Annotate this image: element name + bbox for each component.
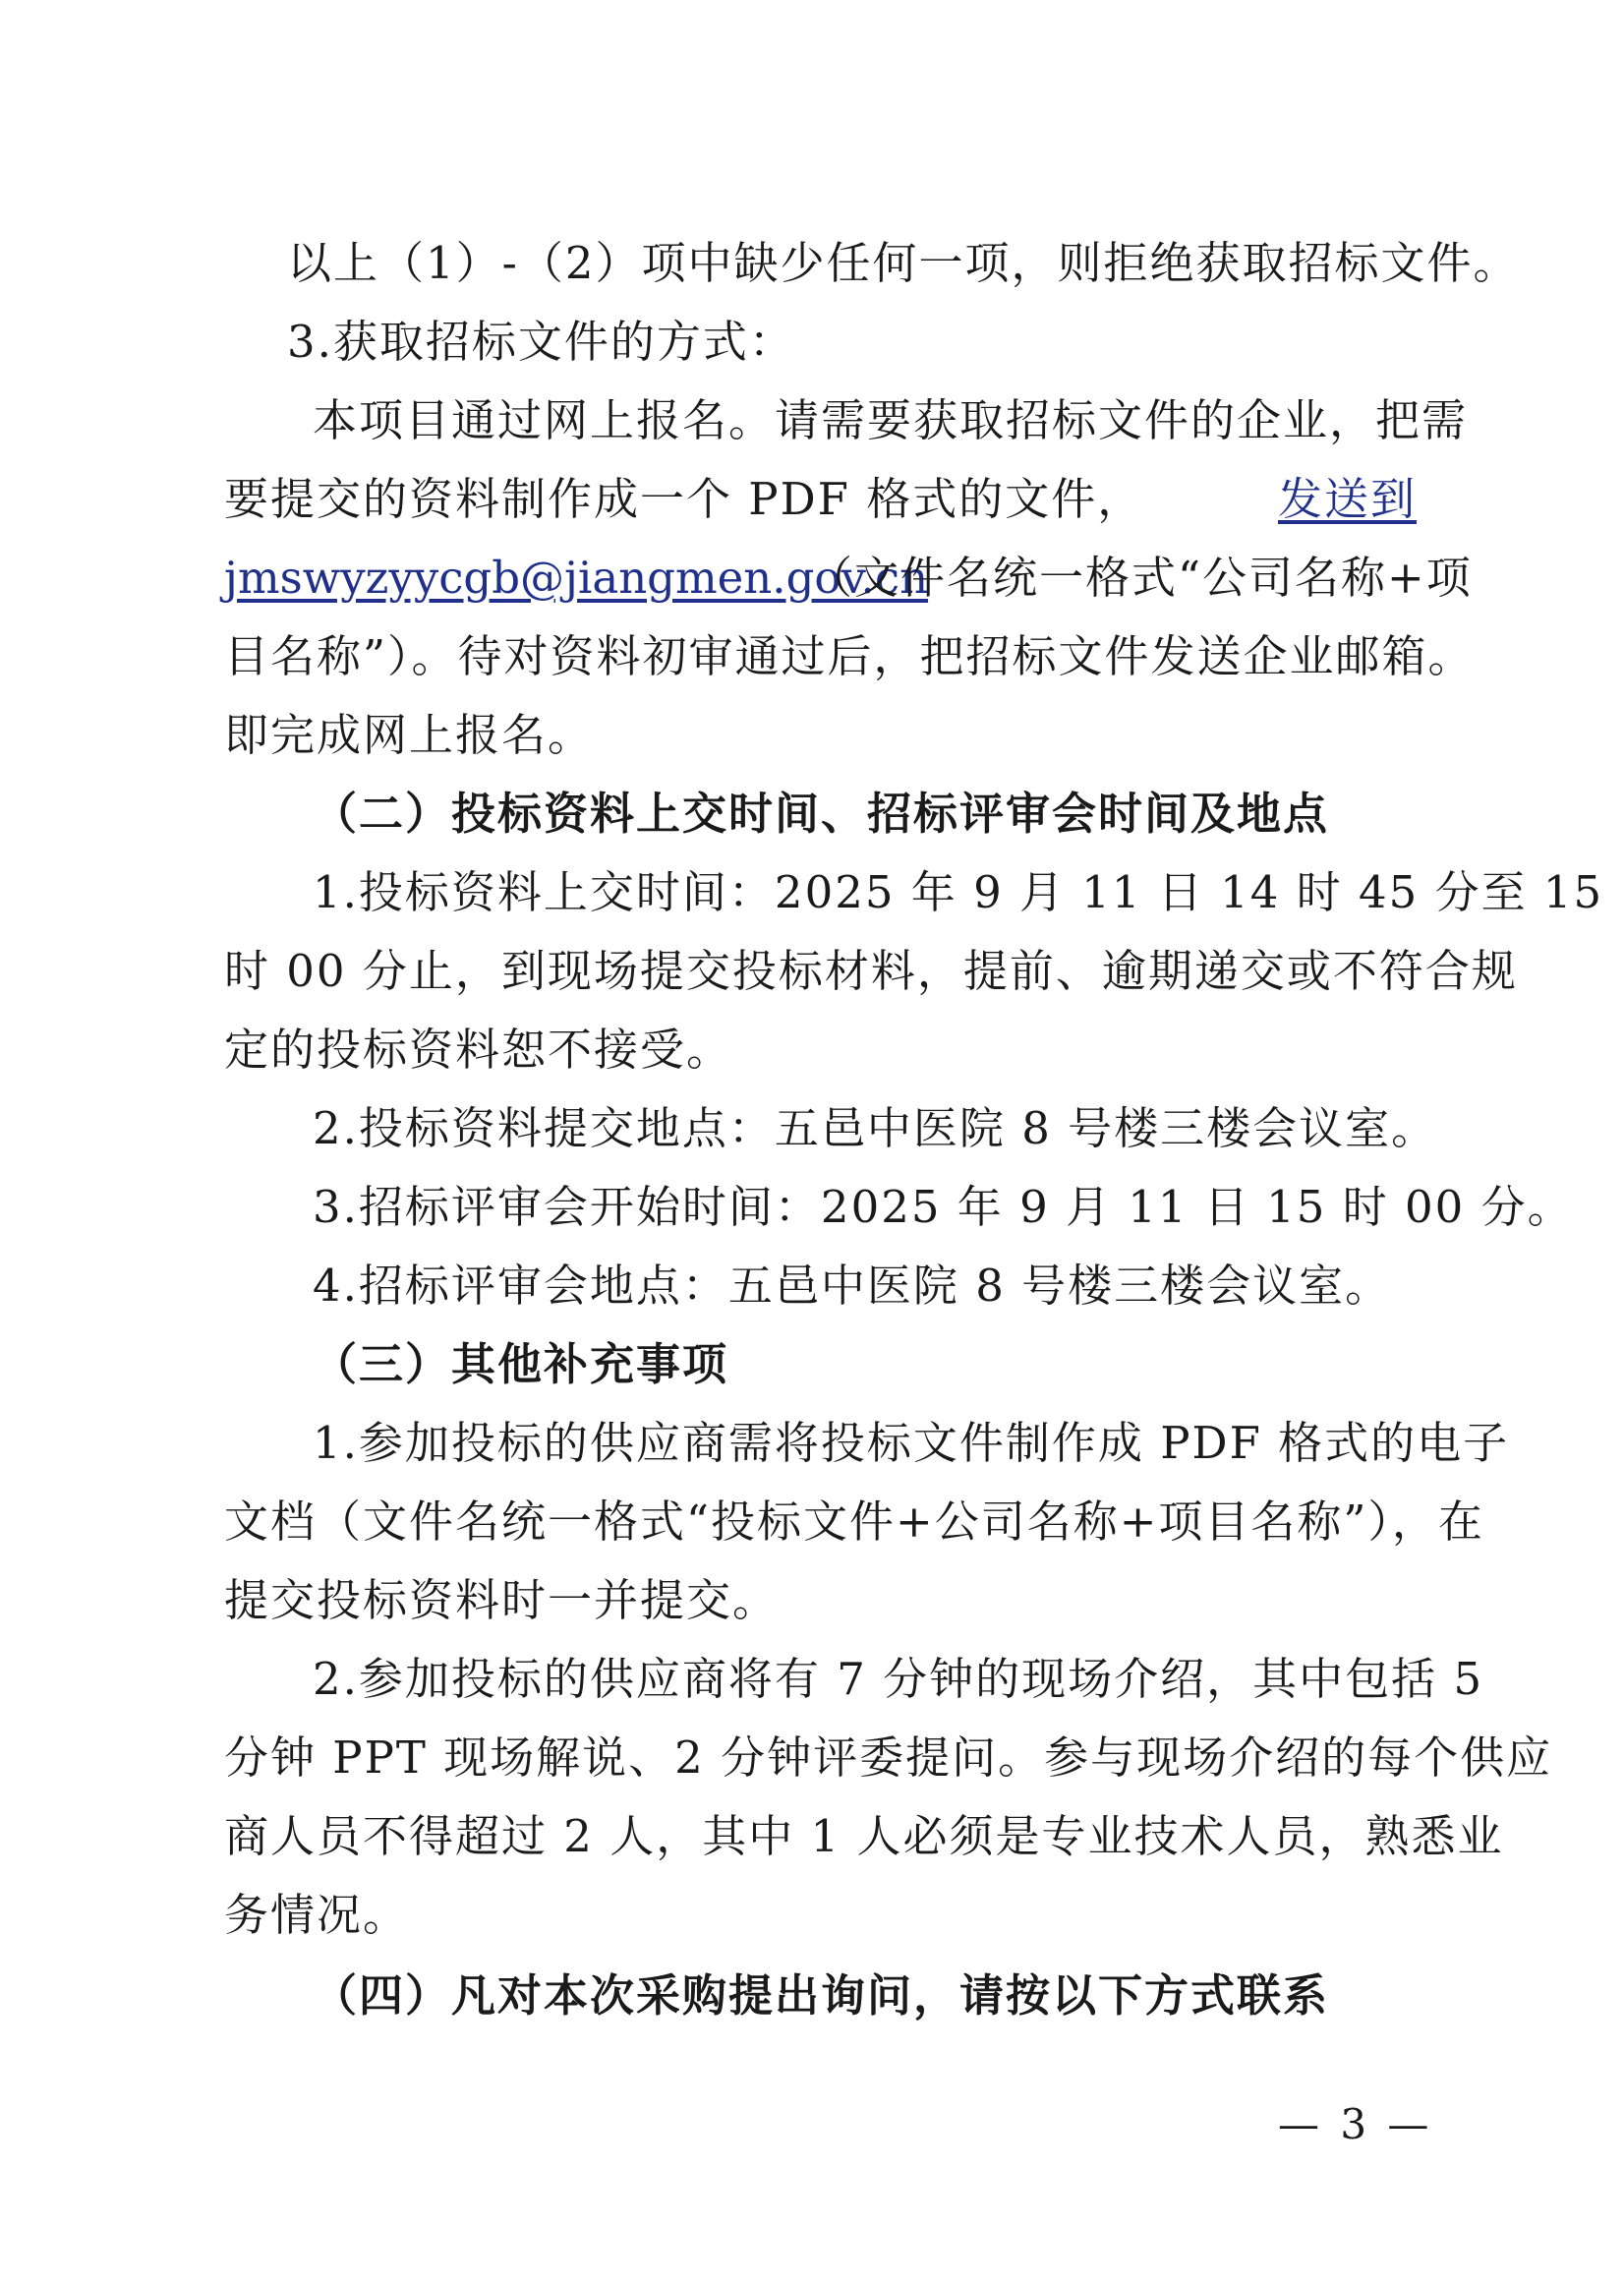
paragraph-text: 时 00 分止，到现场提交投标材料，提前、逾期递交或不符合规 [224,945,1518,997]
paragraph-text: 目名称”）。待对资料初审通过后，把招标文件发送企业邮箱。 [224,630,1475,682]
paragraph-text: 文档（文件名统一格式“投标文件+公司名称+项目名称”），在 [224,1495,1484,1548]
paragraph-text: 提交投标资料时一并提交。 [224,1574,780,1626]
paragraph-text: 要提交的资料制作成一个 PDF 格式的文件， [224,473,1144,525]
paragraph-text: 务情况。 [224,1889,410,1941]
paragraph-text: 本项目通过网上报名。请需要获取招标文件的企业，把需 [313,394,1469,446]
section-item-heading: 3.获取招标文件的方式： [287,316,795,368]
send-to-link-text[interactable]: 发送到 [1278,473,1418,525]
paragraph-text: 1.参加投标的供应商需将投标文件制作成 PDF 格式的电子 [313,1417,1510,1469]
paragraph-text: 以上（1）-（2）项中缺少任何一项，则拒绝获取招标文件。 [287,237,1520,289]
paragraph-text: 1.投标资料上交时间：2025 年 9 月 11 日 14 时 45 分至 15 [313,866,1604,918]
paragraph-text: 即完成网上报名。 [224,709,595,761]
paragraph-text: 商人员不得超过 2 人，其中 1 人必须是专业技术人员，熟悉业 [224,1810,1504,1862]
paragraph-text: 3.招标评审会开始时间：2025 年 9 月 11 日 15 时 00 分。 [313,1181,1574,1233]
section-heading: （二）投标资料上交时间、招标评审会时间及地点 [313,788,1330,840]
paragraph-text: 分钟 PPT 现场解说、2 分钟评委提问。参与现场介绍的每个供应 [224,1731,1553,1784]
paragraph-text: （文件名统一格式“公司名称+项 [808,552,1473,604]
paragraph-text: 4.招标评审会地点：五邑中医院 8 号楼三楼会议室。 [313,1260,1392,1312]
paragraph-text: 定的投标资料恕不接受。 [224,1024,733,1076]
section-heading: （三）其他补充事项 [313,1338,729,1390]
section-heading: （四）凡对本次采购提出询问，请按以下方式联系 [313,1969,1330,2022]
email-link[interactable]: jmswyzyycgb@jiangmen.gov.cn [224,552,929,604]
page-number: — 3 — [1278,2100,1433,2148]
paragraph-text: 2.投标资料提交地点：五邑中医院 8 号楼三楼会议室。 [313,1102,1438,1154]
paragraph-text: 2.参加投标的供应商将有 7 分钟的现场介绍，其中包括 5 [313,1653,1484,1705]
